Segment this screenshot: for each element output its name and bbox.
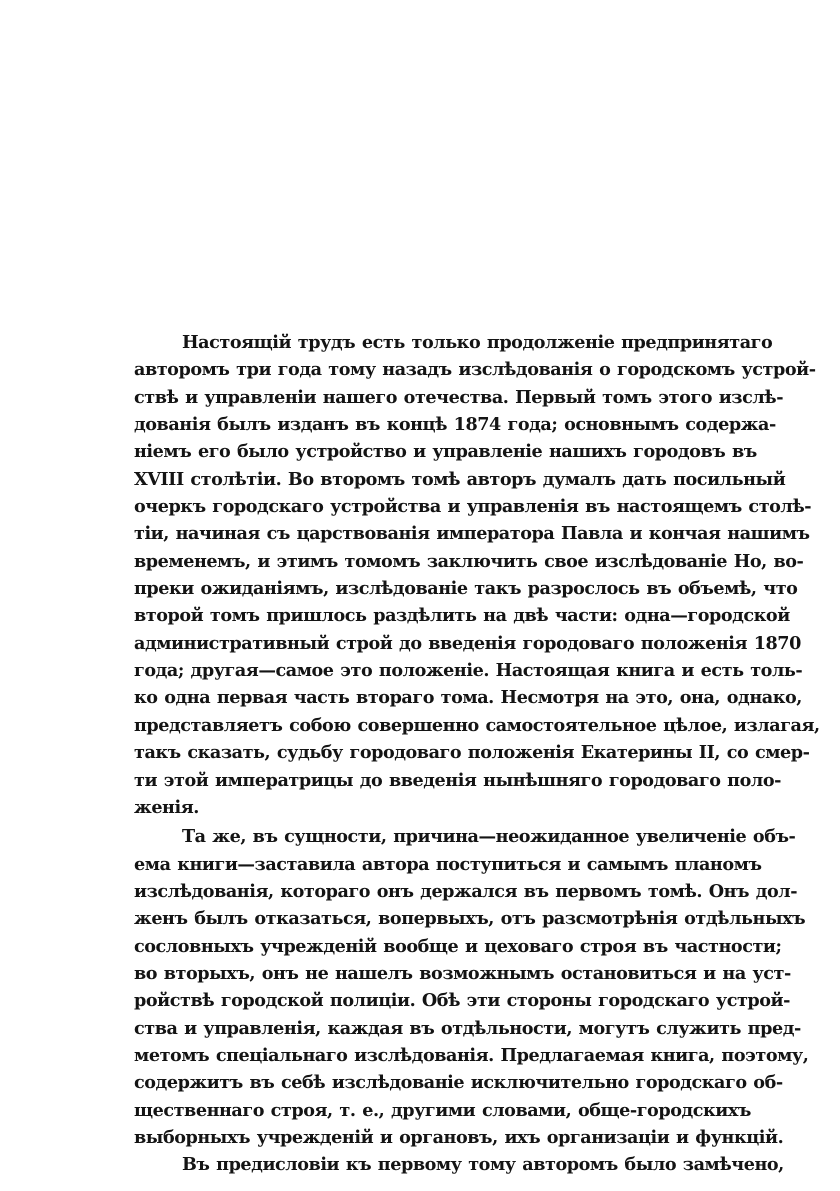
text-line: изслѣдованія, котораго онъ держался въ первомъ томѣ. Онъ дол- (134, 880, 798, 902)
text-line: XVIII столѣтіи. Во второмъ томѣ авторъ думалъ дать посильный (134, 468, 786, 490)
text-line: очеркъ городскаго устройства и управленія въ настоящемъ столѣ- (134, 496, 812, 518)
text-line: дованія былъ изданъ въ концѣ 1874 года; основнымъ содержа- (134, 414, 776, 436)
text-line: во вторыхъ, онъ не нашелъ возможнымъ остановиться и на уст- (134, 962, 791, 984)
text-line: ства и управленія, каждая въ отдѣльности, могутъ служить пред- (134, 1017, 801, 1039)
text-line: метомъ спеціальнаго изслѣдованія. Предлагаемая книга, поэтому, (134, 1044, 809, 1066)
text-line: такъ сказать, судьбу городоваго положенія Екатерины II, со смер- (134, 742, 810, 764)
text-line: женъ былъ отказаться, вопервыхъ, отъ разсмотрѣнія отдѣльныхъ (134, 908, 806, 930)
text-line: ти этой императрицы до введенія нынѣшняго городоваго поло- (134, 769, 781, 791)
text-line: временемъ, и этимъ томомъ заключить свое изслѣдованіе Но, во- (134, 550, 804, 572)
text-line: ніемъ его было устройство и управленіе нашихъ городовъ въ (134, 441, 757, 463)
text-line: тіи, начиная съ царствованія императора Павла и кончая нашимъ (134, 523, 810, 545)
text-line: года; другая—самое это положеніе. Настоящая книга и есть толь- (134, 660, 803, 682)
text-line: административный строй до введенія городоваго положенія 1870 (134, 632, 801, 654)
text-line: выборныхъ учрежденій и органовъ, ихъ организаціи и функцій. (134, 1126, 784, 1148)
text-line: Въ предисловіи къ первому тому авторомъ было замѣчено, (182, 1154, 784, 1176)
text-line: щественнаго строя, т. е., другими словами, обще-городскихъ (134, 1099, 751, 1121)
text-line: авторомъ три года тому назадъ изслѣдованія о городскомъ устрой- (134, 359, 816, 381)
text-line: содержитъ въ себѣ изслѣдованіе исключительно городскаго об- (134, 1072, 783, 1094)
text-line: ствѣ и управленіи нашего отечества. Первый томъ этого изслѣ- (134, 386, 784, 408)
text-line: женія. (134, 796, 199, 818)
text-line: представляетъ собою совершенно самостоятельное цѣлое, излагая, (134, 714, 820, 736)
text-line: ройствѣ городской полиціи. Обѣ эти стороны городскаго устрой- (134, 990, 790, 1012)
text-line: сословныхъ учрежденій вообще и цеховаго строя въ частности; (134, 935, 782, 957)
text-line: ема книги—заставила автора поступиться и самымъ планомъ (134, 853, 762, 875)
text-line: Та же, въ сущности, причина—неожиданное увеличеніе объ- (182, 826, 796, 848)
text-line: второй томъ пришлось раздѣлить на двѣ части: одна—городской (134, 605, 790, 627)
body-text (134, 329, 820, 1179)
text-line: Настоящій трудъ есть только продолженіе предпринятаго (182, 332, 773, 353)
text-line: преки ожиданіямъ, изслѣдованіе такъ разрослось въ объемѣ, что (134, 578, 798, 600)
text-line: ко одна первая часть втораго тома. Несмотря на это, она, однако, (134, 687, 802, 709)
